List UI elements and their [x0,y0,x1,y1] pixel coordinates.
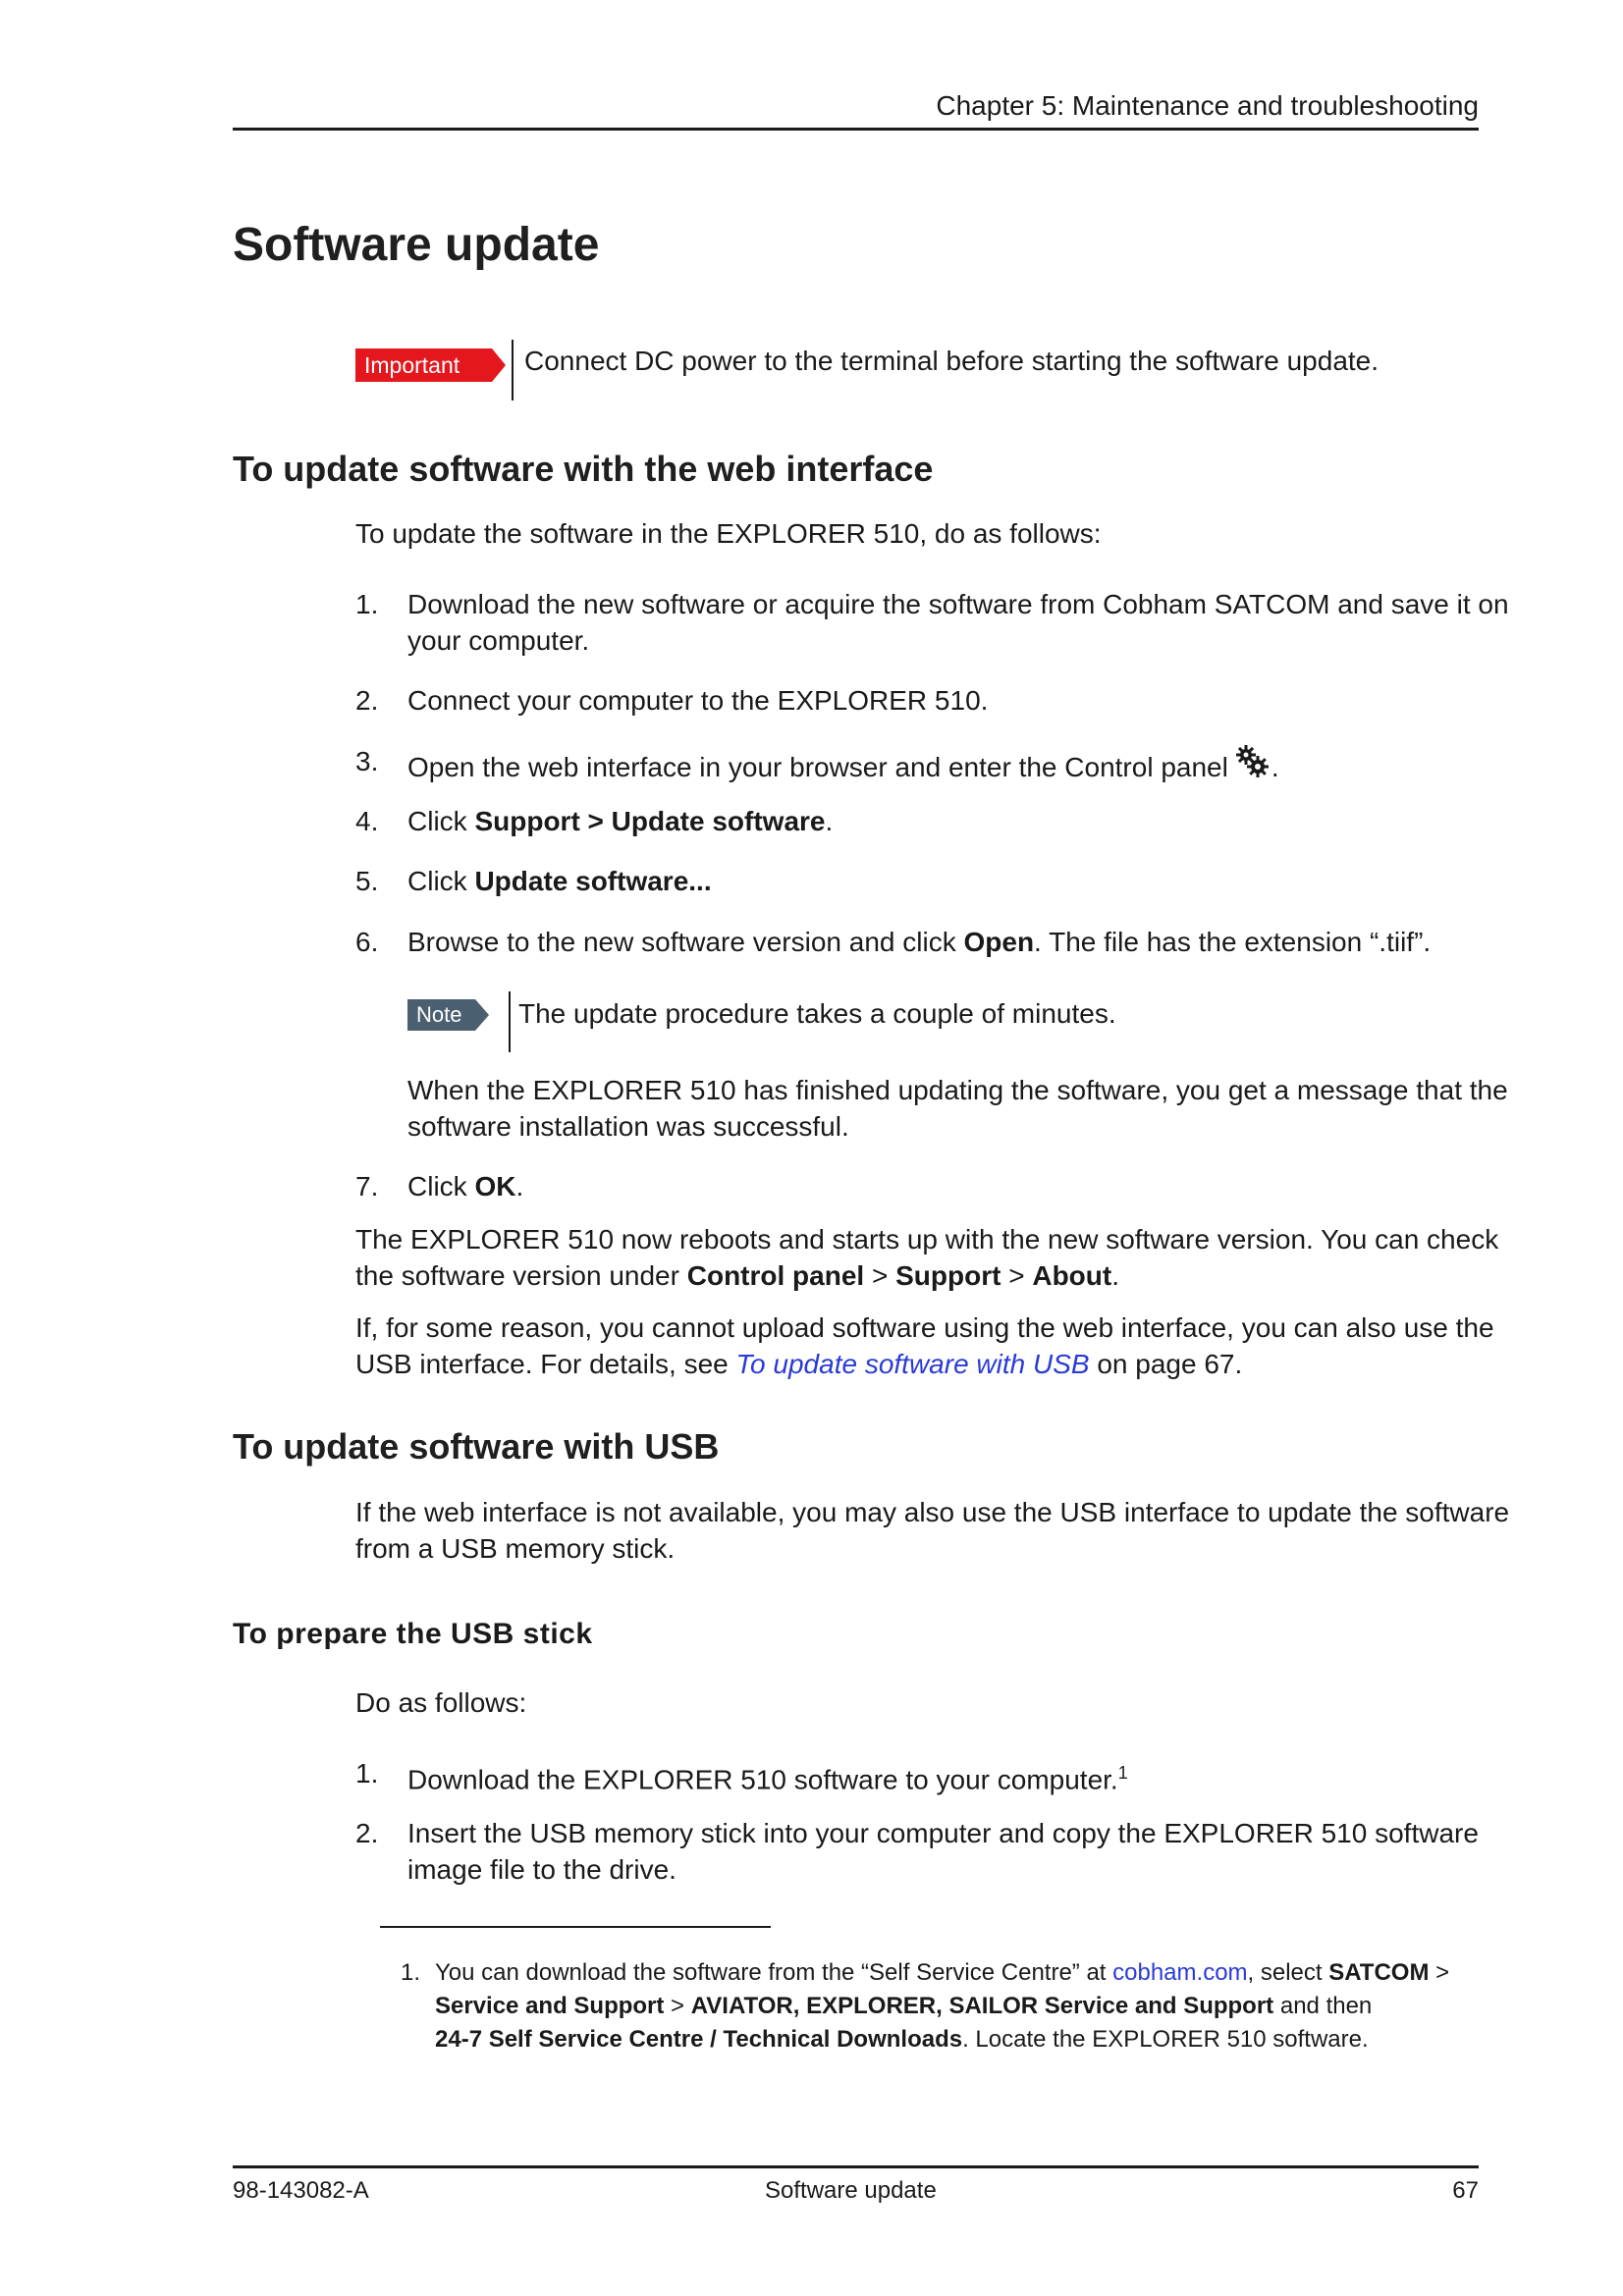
menu-separator: > [1001,1260,1033,1291]
note-text: The update procedure takes a couple of minutes. [518,998,1116,1029]
footnote-text-end: and then [1273,1993,1373,2019]
tag-arrow-icon [492,348,506,382]
chapter-header: Chapter 5: Maintenance and troubleshooting [936,90,1479,121]
step-text-post: . [825,806,834,836]
step-number: 6. [355,927,379,957]
usb-reference-text: If, for some reason, you cannot upload software using the web interface, you can also use the [355,1312,1494,1343]
footnote-text [435,2023,1369,2056]
step-text [407,1168,523,1204]
step-text: Connect your computer to the EXPLORER 510. [407,685,989,716]
step-number: 5. [355,866,379,896]
menu-path: Support > Update software [474,806,826,836]
note-tag-label: Note [416,1002,462,1027]
menu-control-panel: Control panel [686,1260,865,1291]
page-title: Software update [233,219,600,271]
step-text-pre: Click [407,866,475,896]
step-number: 2. [355,1818,379,1848]
important-text: Connect DC power to the terminal before starting the software update. [524,346,1380,376]
cobham-link[interactable]: cobham.com [1112,1959,1248,1986]
do-as-follows: Do as follows: [355,1687,527,1718]
step-text: Download the new software or acquire the software from Cobham SATCOM and save it on [407,589,1509,619]
footnote-separator: > [1429,1959,1450,1986]
button-name: Update software... [474,866,712,896]
step-text-end: . [1271,752,1279,782]
header-rule [233,128,1479,131]
gear-icon [1232,743,1271,782]
step-text-post: . The file has the extension “.tiif”. [1034,927,1432,957]
usb-section-link[interactable]: To update software with USB [735,1349,1090,1379]
step-number: 4. [355,806,379,836]
reboot-text-pre: the software version under [355,1260,687,1291]
step-text [407,924,1431,960]
step-number: 3. [355,746,379,776]
footer-section: Software update [765,2177,937,2204]
step-number: 2. [355,685,379,716]
reboot-text: The EXPLORER 510 now reboots and starts up with the new software version. You can check [355,1224,1499,1255]
step-text [407,863,712,899]
section-heading-web-interface: To update software with the web interface [233,449,934,489]
step-number: 7. [355,1171,379,1201]
footnote-text [435,1990,1372,2023]
usb-reference-pre: USB interface. For details, see [355,1349,736,1379]
step-text-pre: Click [407,1171,475,1201]
footnote-separator: > [664,1993,691,2019]
section1-intro: To update the software in the EXPLORER 510, do as follows: [355,518,1102,549]
section2-intro: from a USB memory stick. [355,1533,676,1564]
step-text-pre: Click [407,806,475,836]
finished-text: software installation was successful. [407,1111,849,1142]
menu-about: About [1032,1260,1112,1291]
subheading-prepare-usb: To prepare the USB stick [233,1618,593,1650]
reboot-text-end: . [1111,1260,1119,1291]
footnote-text-pre: You can download the software from the “Self Service Centre” at [435,1959,1113,1986]
footer-rule [233,2165,1479,2168]
step-text-main: Download the EXPLORER 510 software to your computer. [407,1764,1118,1795]
step-text [407,1755,1128,1797]
button-name: Open [963,927,1035,957]
step-text-post: . [515,1171,524,1201]
footnote-number: 1. [401,1959,421,1986]
important-divider [512,340,514,400]
step-text [407,803,833,839]
footnote-text-end: . Locate the EXPLORER 510 software. [962,2026,1369,2053]
step-text-main: Open the web interface in your browser and enter the Control panel [407,752,1228,782]
important-tag-label: Important [364,352,460,378]
menu-service-support: Service and Support [435,1993,665,2019]
footer-doc-number: 98-143082-A [233,2177,369,2204]
reboot-text [355,1257,1119,1294]
note-divider [509,991,511,1052]
usb-reference-post: on page 67. [1089,1349,1243,1379]
menu-self-service: 24-7 Self Service Centre / Technical Downloads [435,2026,963,2053]
menu-satcom: SATCOM [1328,1959,1430,1986]
step-text [407,743,1279,785]
step-text-pre: Browse to the new software version and click [407,927,964,957]
footnote-reference[interactable]: 1 [1117,1763,1128,1783]
menu-separator: > [864,1260,896,1291]
button-name: OK [474,1171,516,1201]
usb-reference-text [355,1346,1242,1382]
menu-support: Support [895,1260,1001,1291]
footnote-text-mid: , select [1247,1959,1329,1986]
footnote-text [435,1956,1449,1990]
important-tag [355,348,492,382]
footnote-rule [380,1926,771,1928]
step-text: image file to the drive. [407,1854,676,1885]
tag-arrow-icon [475,999,489,1031]
footer-page-number: 67 [1452,2177,1479,2204]
note-tag [407,999,475,1031]
step-text: Insert the USB memory stick into your computer and copy the EXPLORER 510 software [407,1818,1479,1848]
step-text: your computer. [407,625,590,656]
section2-intro: If the web interface is not available, you may also use the USB interface to update the software [355,1497,1510,1527]
finished-text: When the EXPLORER 510 has finished updating the software, you get a message that the [407,1075,1508,1105]
section-heading-usb: To update software with USB [233,1426,720,1467]
step-number: 1. [355,589,379,619]
step-number: 1. [355,1758,379,1789]
menu-products-support: AVIATOR, EXPLORER, SAILOR Service and Support [690,1993,1274,2019]
